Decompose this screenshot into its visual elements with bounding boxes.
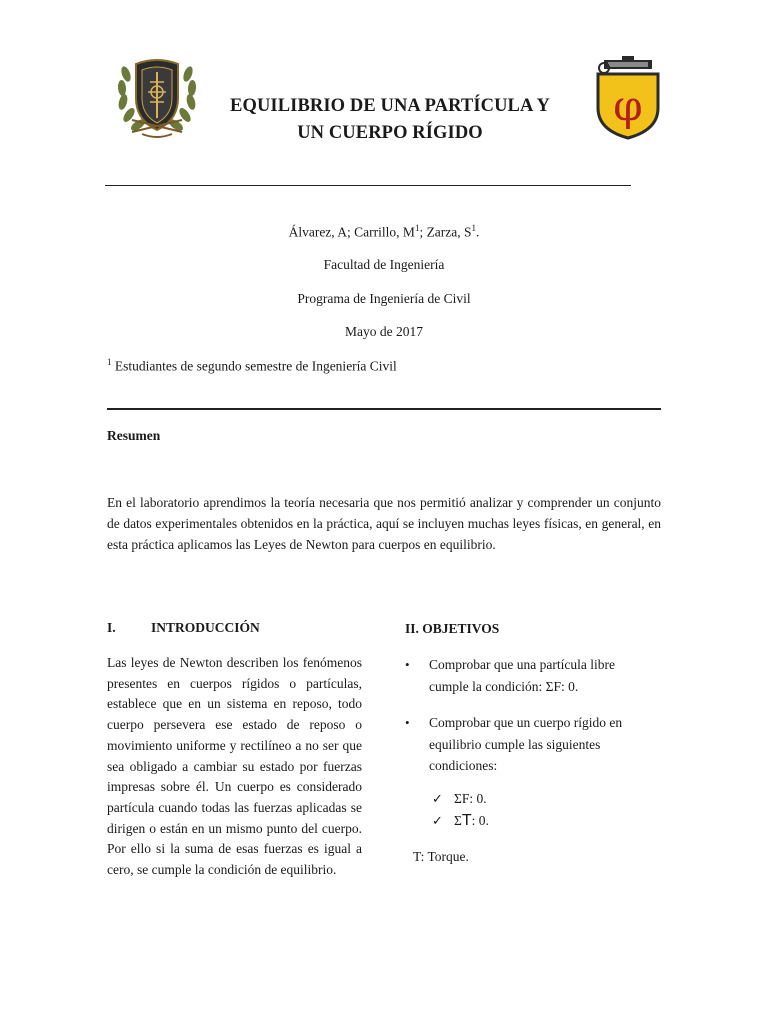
- objective-text: Comprobar que un cuerpo rígido en equilibrio cumple las siguientes condiciones:: [429, 715, 623, 773]
- program-line: Programa de Ingeniería de Civil: [297, 291, 471, 306]
- phi-letter: φ: [613, 81, 643, 130]
- authors-end: .: [476, 224, 480, 240]
- title-line-2: UN CUERPO RÍGIDO: [297, 123, 483, 143]
- abstract-body: En el laboratorio aprendimos la teoría necesaria que nos permitió analizar y comprender un conjunto de datos experimentales obtenidos en la práctica, aquí se incluyen muchas leyes físicas, en general, en esta práctica aplicamos las Leyes de Newton para cuerpos en equilibrio.: [107, 495, 661, 552]
- authors-line: [107, 223, 661, 241]
- university-crest-icon: [112, 54, 202, 142]
- authors-mid: ; Zarza, S: [419, 224, 472, 240]
- document-title: [190, 93, 590, 147]
- section-divider: [107, 408, 661, 410]
- condition-item: [432, 812, 489, 830]
- authors-superscript-2: 1: [471, 223, 477, 233]
- checkmark-icon: ✓: [432, 813, 443, 828]
- checkmark-icon: ✓: [432, 791, 443, 806]
- bullet-icon: •: [405, 715, 410, 730]
- objectives-title: II. OBJETIVOS: [405, 621, 500, 636]
- condition-sigma: Σ: [454, 813, 462, 828]
- authors-text: Álvarez, A; Carrillo, M: [288, 224, 415, 240]
- bullet-icon: •: [405, 657, 410, 672]
- phi-shield-icon: [592, 54, 664, 142]
- authors-superscript-1: 1: [414, 223, 420, 233]
- condition-text: ΣF: 0.: [454, 791, 487, 806]
- footnote: [107, 357, 397, 375]
- top-divider: [105, 185, 631, 186]
- title-line-1: EQUILIBRIO DE UNA PARTÍCULA Y: [230, 96, 550, 116]
- condition-torque-symbol: T: [461, 812, 472, 829]
- intro-body: Las leyes de Newton describen los fenómenos presentes en cuerpos rígidos o partículas, establece que en un sistema en reposo, todo cuerpo persevera ese estado de reposo o movimiento uniforme y rectilíneo a no ser que sea obligado a cambiar su estado por fuerzas impresas sobre él. Un cuerpo es considerado partícula cuando todas las fuerzas aplicadas se dirigen o están en un mismo punto del cuerpo. Por ello si la suma de esas fuerzas es igual a cero, se cumple la condición de equilibrio.: [107, 655, 362, 878]
- intro-section-number: I.: [107, 620, 116, 635]
- objective-text: Comprobar que una partícula libre cumple la condición: ΣF: 0.: [429, 657, 615, 694]
- torque-note: T: Torque.: [413, 849, 469, 864]
- footnote-mark: 1: [107, 357, 112, 367]
- condition-suffix: : 0.: [471, 813, 489, 828]
- intro-section-title: INTRODUCCIÓN: [151, 620, 260, 635]
- faculty-line: Facultad de Ingeniería: [323, 257, 445, 272]
- footnote-text: Estudiantes de segundo semestre de Ingeniería Civil: [111, 358, 397, 374]
- condition-item: [432, 791, 487, 807]
- date-line: Mayo de 2017: [345, 324, 423, 339]
- abstract-heading: Resumen: [107, 428, 161, 443]
